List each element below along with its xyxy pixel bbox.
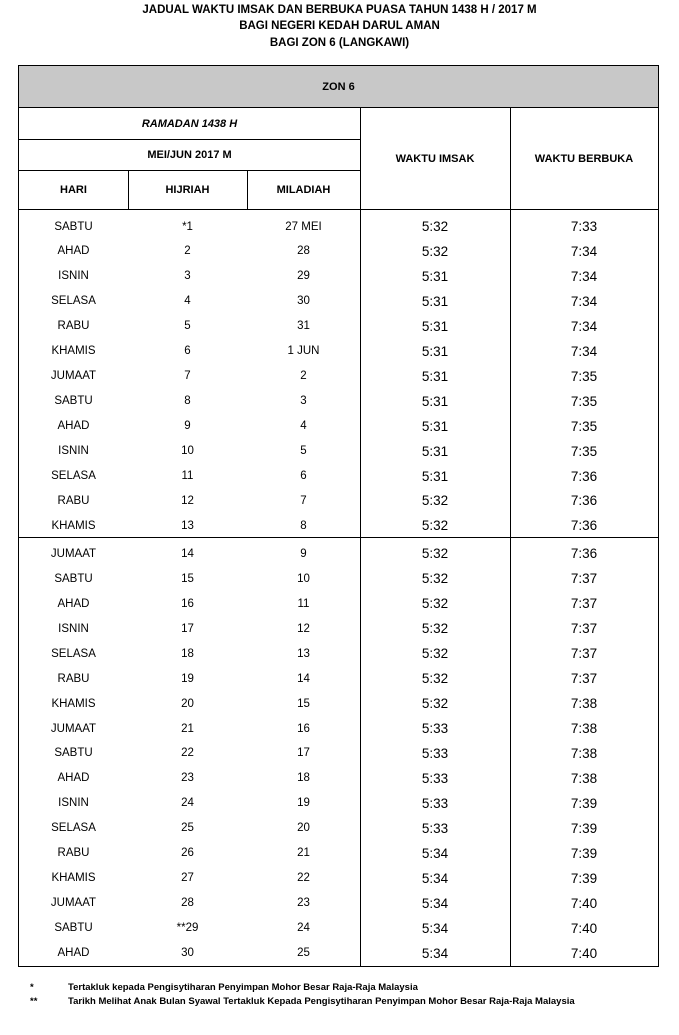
cell-hijriah: 11 (181, 470, 194, 482)
cell-hijriah: 27 (181, 872, 194, 885)
header-rule (19, 170, 360, 171)
cell-hijriah: 16 (181, 597, 194, 610)
prayer-time-table (18, 65, 659, 967)
table-row (19, 566, 658, 591)
cell-miladiah: 8 (300, 519, 307, 532)
cell-hari: AHAD (57, 597, 90, 610)
table-row (19, 488, 658, 513)
table-row (19, 214, 658, 239)
cell-waktu-berbuka: 7:35 (570, 393, 598, 409)
table-row (19, 941, 658, 966)
cell-hari: RABU (57, 320, 90, 333)
cell-miladiah: 20 (297, 822, 310, 835)
column-header-hari: HARI (60, 183, 87, 196)
cell-waktu-berbuka: 7:34 (570, 343, 598, 359)
column-divider (247, 170, 248, 210)
cell-hari: JUMAAT (50, 370, 97, 383)
cell-waktu-berbuka: 7:39 (570, 845, 598, 861)
cell-miladiah: 13 (297, 647, 310, 660)
cell-waktu-berbuka: 7:40 (570, 895, 598, 911)
cell-waktu-imsak: 5:32 (421, 493, 449, 509)
cell-miladiah: 3 (300, 395, 307, 408)
cell-waktu-imsak: 5:31 (421, 443, 449, 459)
cell-hijriah: 8 (184, 395, 191, 408)
cell-waktu-berbuka: 7:37 (570, 671, 598, 687)
table-row (19, 264, 658, 289)
cell-hari: AHAD (57, 245, 90, 258)
cell-miladiah: 16 (297, 722, 310, 735)
cell-miladiah: 6 (300, 470, 307, 482)
cell-waktu-imsak: 5:32 (421, 571, 449, 587)
cell-hari: JUMAAT (50, 722, 97, 735)
table-row (19, 641, 658, 666)
cell-hari: KHAMIS (51, 872, 96, 885)
cell-hari: AHAD (57, 420, 90, 433)
cell-hijriah: **29 (176, 922, 199, 935)
cell-hijriah: 14 (181, 547, 194, 560)
cell-hijriah: 22 (181, 747, 194, 760)
cell-hari: RABU (57, 494, 90, 507)
table-row (19, 741, 658, 766)
cell-waktu-imsak: 5:34 (421, 870, 449, 886)
cell-miladiah: 7 (300, 494, 307, 507)
cell-waktu-berbuka: 7:35 (570, 418, 598, 434)
cell-hijriah: 20 (181, 697, 194, 710)
cell-waktu-berbuka: 7:36 (570, 518, 598, 534)
cell-waktu-berbuka: 7:33 (570, 219, 598, 234)
cell-miladiah: 12 (297, 622, 310, 635)
cell-waktu-berbuka: 7:34 (570, 293, 598, 309)
cell-hari: AHAD (57, 947, 90, 960)
cell-miladiah: 29 (297, 270, 310, 283)
cell-waktu-imsak: 5:34 (421, 920, 449, 936)
table-row (19, 791, 658, 816)
cell-miladiah: 15 (297, 697, 310, 710)
cell-hari: ISNIN (58, 622, 89, 635)
cell-hijriah: *1 (182, 220, 193, 233)
cell-hari: SABTU (54, 220, 93, 233)
cell-waktu-imsak: 5:32 (421, 596, 449, 612)
cell-hijriah: 12 (181, 494, 194, 507)
document-title: JADUAL WAKTU IMSAK DAN BERBUKA PUASA TAHUN 1438 H / 2017 M (142, 4, 537, 16)
table-row (19, 891, 658, 916)
cell-hijriah: 26 (181, 847, 194, 860)
cell-hari: SELASA (51, 647, 96, 660)
cell-hijriah: 7 (184, 370, 191, 383)
table-row (19, 414, 658, 439)
cell-hijriah: 17 (181, 622, 194, 635)
cell-waktu-berbuka: 7:38 (570, 696, 598, 712)
cell-hari: ISNIN (58, 797, 89, 810)
cell-hijriah: 13 (181, 519, 194, 532)
table-row (19, 766, 658, 791)
footnote-mark: ** (30, 996, 38, 1007)
ramadan-header: RAMADAN 1438 H (141, 117, 238, 130)
cell-miladiah: 10 (297, 572, 310, 585)
cell-miladiah: 22 (297, 872, 310, 885)
footnote-mark: * (30, 982, 34, 993)
cell-hijriah: 25 (181, 822, 194, 835)
cell-miladiah: 1 JUN (287, 345, 320, 358)
cell-waktu-berbuka: 7:35 (570, 443, 598, 459)
cell-miladiah: 11 (297, 597, 310, 610)
table-row (19, 591, 658, 616)
cell-waktu-berbuka: 7:34 (570, 318, 598, 334)
cell-hijriah: 2 (184, 245, 191, 258)
cell-waktu-berbuka: 7:36 (570, 546, 598, 562)
cell-waktu-berbuka: 7:39 (570, 820, 598, 836)
cell-hari: ISNIN (58, 270, 89, 283)
cell-waktu-berbuka: 7:37 (570, 596, 598, 612)
cell-hari: SABTU (54, 922, 93, 935)
cell-hari: SABTU (54, 395, 93, 408)
cell-miladiah: 30 (297, 295, 310, 308)
cell-waktu-imsak: 5:31 (421, 318, 449, 334)
cell-waktu-imsak: 5:34 (421, 895, 449, 911)
document-subtitle-state: BAGI NEGERI KEDAH DARUL AMAN (239, 20, 440, 32)
cell-miladiah: 14 (297, 672, 310, 685)
cell-miladiah: 18 (297, 772, 310, 785)
cell-miladiah: 9 (300, 547, 307, 560)
header-rule (19, 139, 360, 140)
document-subtitle-zone: BAGI ZON 6 (LANGKAWI) (269, 37, 410, 49)
cell-hijriah: 23 (181, 772, 194, 785)
cell-hijriah: 15 (181, 572, 194, 585)
cell-miladiah: 19 (297, 797, 310, 810)
cell-waktu-berbuka: 7:39 (570, 870, 598, 886)
cell-waktu-berbuka: 7:39 (570, 795, 598, 811)
cell-miladiah: 17 (297, 747, 310, 760)
cell-hijriah: 6 (184, 345, 191, 358)
cell-waktu-berbuka: 7:34 (570, 268, 598, 284)
cell-waktu-imsak: 5:32 (421, 621, 449, 637)
cell-hijriah: 10 (181, 445, 194, 458)
column-header-waktu-berbuka: WAKTU BERBUKA (534, 152, 634, 165)
cell-waktu-imsak: 5:33 (421, 795, 449, 811)
cell-hijriah: 30 (181, 947, 194, 960)
cell-hari: SELASA (51, 470, 96, 482)
table-row (19, 816, 658, 841)
footnote-text: Tarikh Melihat Anak Bulan Syawal Tertakluk Kepada Pengisytiharan Penyimpan Mohor Besar Raja-Raja Malaysia (68, 996, 575, 1007)
cell-waktu-imsak: 5:33 (421, 820, 449, 836)
cell-waktu-berbuka: 7:35 (570, 368, 598, 384)
cell-waktu-imsak: 5:33 (421, 721, 449, 736)
cell-waktu-imsak: 5:31 (421, 293, 449, 309)
cell-hari: RABU (57, 847, 90, 860)
table-row (19, 691, 658, 716)
cell-waktu-imsak: 5:32 (421, 243, 449, 259)
cell-waktu-berbuka: 7:38 (570, 745, 598, 761)
cell-miladiah: 5 (300, 445, 307, 458)
cell-waktu-imsak: 5:32 (421, 671, 449, 687)
cell-waktu-imsak: 5:32 (421, 518, 449, 534)
cell-miladiah: 4 (300, 420, 307, 433)
cell-hijriah: 28 (181, 897, 194, 910)
cell-waktu-imsak: 5:31 (421, 418, 449, 434)
column-header-miladiah: MILADIAH (276, 183, 331, 196)
zone-header: ZON 6 (19, 66, 658, 108)
cell-waktu-imsak: 5:31 (421, 268, 449, 284)
cell-miladiah: 31 (297, 320, 310, 333)
cell-hijriah: 18 (181, 647, 194, 660)
cell-miladiah: 28 (297, 245, 310, 258)
table-row (19, 841, 658, 866)
footnote-text: Tertakluk kepada Pengisytiharan Penyimpan Mohor Besar Raja-Raja Malaysia (68, 982, 418, 993)
table-row (19, 239, 658, 264)
cell-waktu-imsak: 5:32 (421, 646, 449, 662)
cell-miladiah: 21 (297, 847, 310, 860)
cell-miladiah: 25 (297, 947, 310, 960)
table-row (19, 716, 658, 741)
cell-waktu-berbuka: 7:34 (570, 243, 598, 259)
cell-waktu-imsak: 5:31 (421, 468, 449, 484)
table-row (19, 464, 658, 489)
column-header-hijriah: HIJRIAH (165, 183, 210, 196)
cell-waktu-berbuka: 7:36 (570, 493, 598, 509)
table-row (19, 314, 658, 339)
cell-hijriah: 4 (184, 295, 191, 308)
cell-waktu-berbuka: 7:37 (570, 646, 598, 662)
cell-waktu-berbuka: 7:36 (570, 468, 598, 484)
table-row (19, 289, 658, 314)
cell-miladiah: 24 (297, 922, 310, 935)
cell-hijriah: 3 (184, 270, 191, 283)
cell-hijriah: 19 (181, 672, 194, 685)
cell-hari: SELASA (51, 822, 96, 835)
cell-waktu-berbuka: 7:38 (570, 770, 598, 786)
header-rule (19, 107, 658, 108)
cell-hari: AHAD (57, 772, 90, 785)
table-row (19, 616, 658, 641)
cell-hari: KHAMIS (51, 697, 96, 710)
table-row (19, 513, 658, 538)
cell-waktu-imsak: 5:32 (421, 219, 449, 234)
cell-waktu-berbuka: 7:40 (570, 920, 598, 936)
table-row (19, 916, 658, 941)
cell-miladiah: 23 (297, 897, 310, 910)
header-rule (19, 209, 658, 210)
cell-waktu-imsak: 5:33 (421, 770, 449, 786)
cell-waktu-imsak: 5:34 (421, 945, 449, 961)
cell-waktu-imsak: 5:31 (421, 368, 449, 384)
cell-waktu-berbuka: 7:37 (570, 571, 598, 587)
table-row (19, 339, 658, 364)
cell-hari: KHAMIS (51, 345, 96, 358)
cell-miladiah: 27 MEI (285, 220, 322, 233)
table-row (19, 389, 658, 414)
cell-hijriah: 5 (184, 320, 191, 333)
cell-hari: KHAMIS (51, 519, 96, 532)
cell-hijriah: 21 (181, 722, 194, 735)
column-header-waktu-imsak: WAKTU IMSAK (395, 152, 475, 165)
table-row (19, 364, 658, 389)
cell-hari: SABTU (54, 747, 93, 760)
table-row (19, 439, 658, 464)
cell-waktu-imsak: 5:31 (421, 393, 449, 409)
column-divider (128, 170, 129, 210)
cell-hari: SABTU (54, 572, 93, 585)
cell-hijriah: 24 (181, 797, 194, 810)
cell-hijriah: 9 (184, 420, 191, 433)
cell-waktu-berbuka: 7:37 (570, 621, 598, 637)
cell-hari: RABU (57, 672, 90, 685)
cell-waktu-berbuka: 7:40 (570, 945, 598, 961)
cell-waktu-imsak: 5:32 (421, 696, 449, 712)
cell-waktu-imsak: 5:33 (421, 745, 449, 761)
cell-waktu-berbuka: 7:38 (570, 721, 598, 736)
cell-hari: SELASA (51, 295, 96, 308)
cell-waktu-imsak: 5:32 (421, 546, 449, 562)
cell-hari: JUMAAT (50, 547, 97, 560)
table-row (19, 866, 658, 891)
cell-miladiah: 2 (300, 370, 307, 383)
cell-waktu-imsak: 5:34 (421, 845, 449, 861)
table-row (19, 541, 658, 566)
month-header: MEI/JUN 2017 M (147, 148, 232, 161)
table-row (19, 666, 658, 691)
cell-hari: JUMAAT (50, 897, 97, 910)
cell-hari: ISNIN (58, 445, 89, 458)
cell-waktu-imsak: 5:31 (421, 343, 449, 359)
